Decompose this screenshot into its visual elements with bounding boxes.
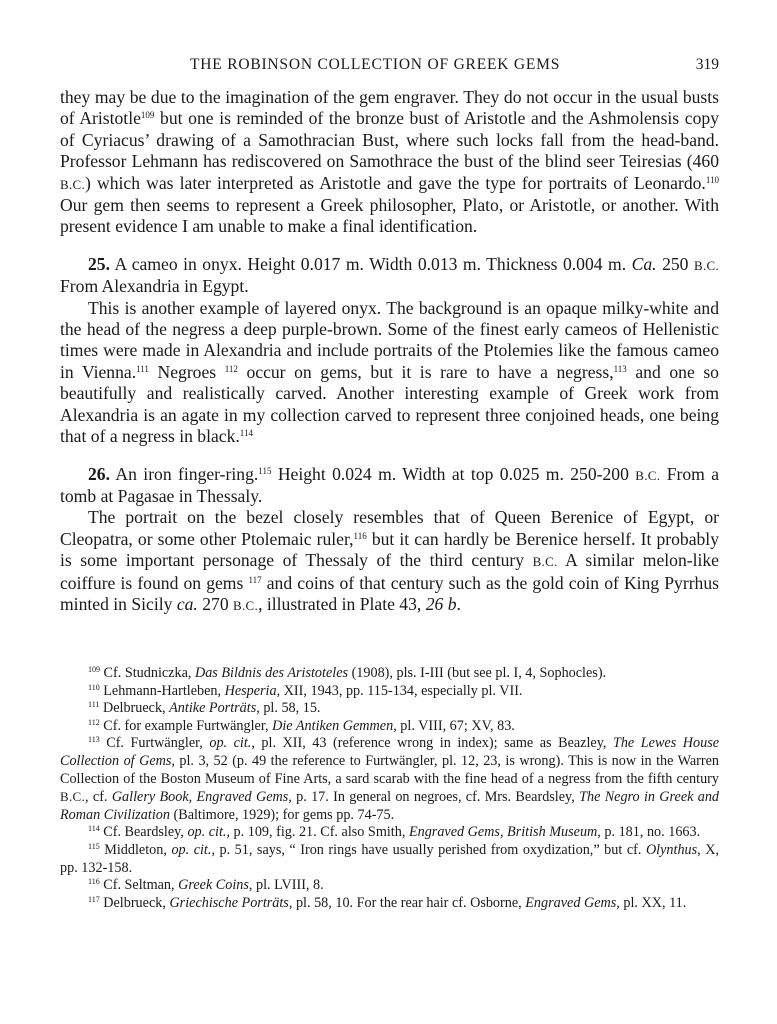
running-head: [60, 56, 719, 78]
footnote-111: $^{111}$ Delbrueck, Antike Porträts, pl. 58, 15.: [88, 700, 321, 717]
footnote-116: $^{116}$ Cf. Seltman, Greek Coins, pl. LVIII, 8.: [88, 877, 324, 894]
footnote-ref-116[interactable]: 116: [353, 530, 367, 541]
footnote-ref-110[interactable]: 110: [705, 174, 719, 185]
footnote-ref-109[interactable]: 109: [140, 110, 155, 121]
footnote-ref-117[interactable]: 117: [248, 574, 262, 585]
entry-number: 26.: [88, 463, 110, 484]
paragraph-continuation: they may be due to the imagination of the gem engraver. They do not occur in the usual busts of Aristotle$^{109}$ but one is reminded of the bronze bust of Aristotle and the Ashmolensis copy of Cyriacus’ drawing of a Samothracian Bust, where such locks fall from the head-band. Professor Lehmann has rediscovered on Samothrace the bust of the blind seer Teiresias (460 B.C.) which was later interpreted as Aristotle and gave the type for portraits of Leonardo.$^{110}$ Our gem then seems to represent a Greek philosopher, Plato, or Aristotle, or another. With present evidence I am unable to make a final identification.: [60, 87, 719, 237]
footnote-112: $^{112}$ Cf. for example Furtwängler, Die Antiken Gemmen, pl. VIII, 67; XV, 83.: [88, 717, 515, 734]
footnote-110: $^{110}$ Lehmann-Hartleben, Hesperia, XII, 1943, pp. 115-134, especially pl. VII.: [88, 682, 523, 699]
footnote-115: $^{115}$ Middleton, op. cit., p. 51, says, “ Iron rings have usually perished from oxydization,” but cf. Olynthus, X, pp. 132-158.: [60, 841, 720, 876]
footnote-109: $^{109}$ Cf. Studniczka, Das Bildnis des Aristoteles (1908), pls. I-III (but see pl. I, 4, Sophocles).: [88, 665, 607, 681]
entry-number: 25.: [88, 253, 110, 274]
footnotes: [60, 665, 719, 912]
footnote-ref-114[interactable]: 114: [239, 428, 253, 439]
body-text: [60, 87, 719, 616]
entry-25-description: This is another example of layered onyx. The background is an opaque milky-white and the head of the negress a deep purple-brown. Some of the finest early cameos of Hellenistic times were made in Alexandria and include portraits of the Ptolemies like the famous cameo in Vienna.$^{111}$ Negroes $^{112}$ occur on gems, but it is rare to have a negress,$^{113}$ and one so beautifully and realistically carved. Another interesting example of Greek work from Alexandria is an agate in my collection carved to represent three conjoined heads, one being that of a negress in black.$^{114}$: [60, 297, 719, 447]
footnote-114: $^{114}$ Cf. Beardsley, op. cit., p. 109, fig. 21. Cf. also Smith, Engraved Gems, British Museum, p. 181, no. 1663.: [88, 824, 701, 841]
page-number: 319: [695, 56, 719, 73]
footnote-ref-113[interactable]: 113: [613, 363, 627, 374]
footnote-113: $^{113}$ Cf. Furtwängler, op. cit., pl. XII, 43 (reference wrong in index); same as Beazley, The Lewes House Collection of Gems, pl. 3, 52 (p. 49 the reference to Furtwängler, pl. 12, 23, is wrong). This is now in the Warren Collection of the Boston Museum of Fine Arts, a sard scarab with the fine head of a negress from the fifth century B.C., cf. Gallery Book, Engraved Gems, p. 17. In general on negroes, cf. Mrs. Beardsley, The Negro in Greek and Roman Civilization (Baltimore, 1929); for gems pp. 74-75.: [60, 735, 720, 823]
footnote-ref-111[interactable]: 111: [136, 363, 149, 374]
footnote-ref-115[interactable]: 115: [258, 465, 272, 476]
entry-26-heading: 26. An iron finger-ring.$^{115}$ Height 0.024 m. Width at top 0.025 m. 250-200 B.C. From a tomb at Pagasae in Thessaly.: [60, 463, 720, 506]
entry-25-heading: 25. A cameo in onyx. Height 0.017 m. Width 0.013 m. Thickness 0.004 m. Ca. 250 B.C. From Alexandria in Egypt.: [60, 253, 720, 297]
footnote-ref-112[interactable]: 112: [224, 363, 238, 374]
entry-26-description: The portrait on the bezel closely resembles that of Queen Berenice of Egypt, or Cleopatra, or some other Ptolemaic ruler,$^{116}$ but it can hardly be Berenice herself. It probably is some important personage of Thessaly of the third century B.C. A similar melon-like coiffure is found on gems $^{117}$ and coins of that century such as the gold coin of King Pyrrhus minted in Sicily ca. 270 B.C., illustrated in Plate 43, 26 b.: [60, 507, 719, 614]
running-title: THE ROBINSON COLLECTION OF GREEK GEMS: [190, 56, 561, 73]
footnote-117: $^{117}$ Delbrueck, Griechische Porträts, pl. 58, 10. For the rear hair cf. Osborne, Engraved Gems, pl. XX, 11.: [88, 894, 687, 911]
